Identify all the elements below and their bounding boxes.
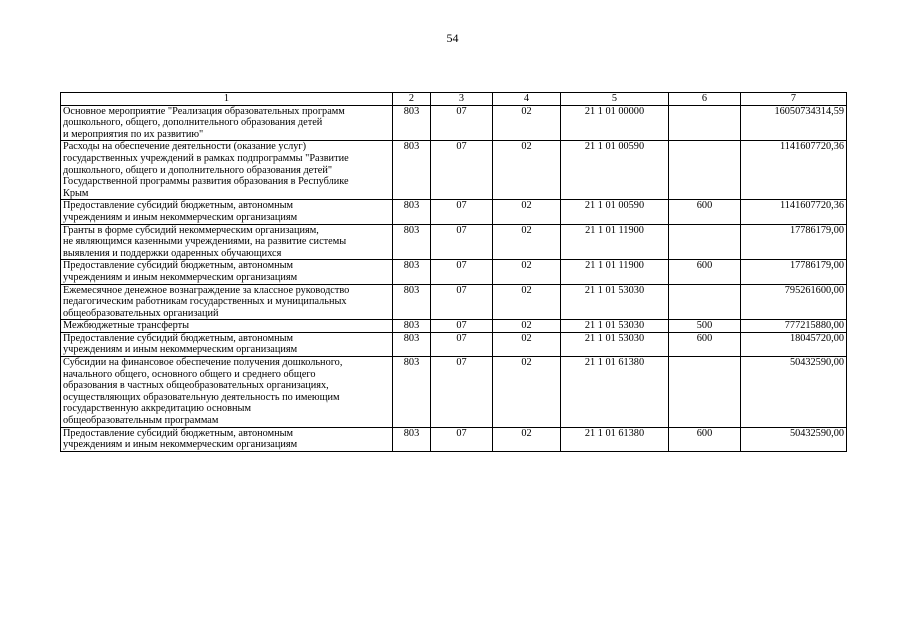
row-amount: 17786179,00 [741, 224, 847, 260]
header-col-3: 3 [431, 93, 493, 106]
row-name [61, 357, 393, 428]
row-expense-type: 600 [669, 260, 741, 284]
row-target-article: 21 1 01 11900 [561, 260, 669, 284]
table-row [61, 200, 847, 224]
row-amount: 18045720,00 [741, 332, 847, 356]
row-amount: 17786179,00 [741, 260, 847, 284]
row-ministry-code: 803 [393, 357, 431, 428]
header-col-7: 7 [741, 93, 847, 106]
row-expense-type: 600 [669, 332, 741, 356]
row-name [61, 105, 393, 141]
header-col-5: 5 [561, 93, 669, 106]
header-col-6: 6 [669, 93, 741, 106]
row-amount: 50432590,00 [741, 357, 847, 428]
row-subsection-code: 02 [493, 284, 561, 320]
row-name-text: Предоставление субсидий бюджетным, автономным учреждениям и иным некоммерческим организациям [63, 260, 298, 283]
table-header-row [61, 93, 847, 106]
row-section-code: 07 [431, 427, 493, 451]
budget-table [60, 92, 847, 452]
row-ministry-code: 803 [393, 284, 431, 320]
row-ministry-code: 803 [393, 105, 431, 141]
row-expense-type: 500 [669, 320, 741, 333]
row-name-text: Гранты в форме субсидий некоммерческим организациям, не являющимся казенными учреждениями, на развитие системы выявления и поддержки одаренных обучающихся [63, 224, 347, 259]
table-row [61, 427, 847, 451]
row-target-article: 21 1 01 00000 [561, 105, 669, 141]
row-ministry-code: 803 [393, 320, 431, 333]
row-name-text: Межбюджетные трансферты [63, 320, 190, 332]
table-row [61, 320, 847, 333]
row-name [61, 200, 393, 224]
row-section-code: 07 [431, 357, 493, 428]
row-target-article: 21 1 01 53030 [561, 332, 669, 356]
row-subsection-code: 02 [493, 357, 561, 428]
row-ministry-code: 803 [393, 427, 431, 451]
table-row [61, 224, 847, 260]
row-ministry-code: 803 [393, 332, 431, 356]
row-subsection-code: 02 [493, 141, 561, 200]
row-expense-type: 600 [669, 200, 741, 224]
row-section-code: 07 [431, 200, 493, 224]
row-name-text: Предоставление субсидий бюджетным, автономным учреждениям и иным некоммерческим организациям [63, 427, 298, 451]
row-amount: 1141607720,36 [741, 141, 847, 200]
row-subsection-code: 02 [493, 332, 561, 356]
row-expense-type [669, 141, 741, 200]
row-amount: 16050734314,59 [741, 105, 847, 141]
row-section-code: 07 [431, 332, 493, 356]
row-target-article: 21 1 01 00590 [561, 200, 669, 224]
row-name-text: Субсидии на финансовое обеспечение получения дошкольного, начального общего, основного общего и среднего общего образования в частных общеобразовательных организациях, осуществляющих образовательную деятельность по имеющим государственную аккредитацию основным общеобразовательным программам [63, 357, 343, 427]
row-target-article: 21 1 01 11900 [561, 224, 669, 260]
row-subsection-code: 02 [493, 427, 561, 451]
row-name [61, 260, 393, 284]
row-expense-type [669, 357, 741, 428]
table-row [61, 105, 847, 141]
row-section-code: 07 [431, 105, 493, 141]
row-expense-type [669, 284, 741, 320]
row-name-text: Расходы на обеспечение деятельности (оказание услуг) государственных учреждений в рамках подпрограммы "Развитие дошкольного, общего и дополнительного образования детей" Государственной программы развития образования в Республике Крым [63, 141, 349, 199]
row-target-article: 21 1 01 53030 [561, 320, 669, 333]
row-subsection-code: 02 [493, 260, 561, 284]
row-subsection-code: 02 [493, 224, 561, 260]
table-row [61, 141, 847, 200]
row-target-article: 21 1 01 53030 [561, 284, 669, 320]
header-col-1: 1 [61, 93, 393, 106]
row-ministry-code: 803 [393, 224, 431, 260]
row-name [61, 141, 393, 200]
table-row [61, 284, 847, 320]
row-name [61, 284, 393, 320]
row-target-article: 21 1 01 61380 [561, 357, 669, 428]
row-subsection-code: 02 [493, 105, 561, 141]
row-name-text: Ежемесячное денежное вознаграждение за классное руководство педагогическим работникам государственных и муниципальных общеобразовательных организаций [63, 284, 350, 319]
table-row [61, 332, 847, 356]
row-ministry-code: 803 [393, 141, 431, 200]
row-name [61, 320, 393, 333]
row-name-text: Предоставление субсидий бюджетным, автономным учреждениям и иным некоммерческим организациям [63, 332, 298, 356]
row-ministry-code: 803 [393, 260, 431, 284]
row-name [61, 224, 393, 260]
row-name [61, 427, 393, 451]
row-name [61, 332, 393, 356]
row-subsection-code: 02 [493, 200, 561, 224]
row-expense-type: 600 [669, 427, 741, 451]
row-section-code: 07 [431, 224, 493, 260]
row-name-text: Основное мероприятие "Реализация образовательных программ дошкольного, общего, дополнительного образования детей и мероприятия по их развитию" [63, 105, 345, 140]
row-name-text: Предоставление субсидий бюджетным, автономным учреждениям и иным некоммерческим организациям [63, 200, 298, 223]
row-section-code: 07 [431, 260, 493, 284]
header-col-4: 4 [493, 93, 561, 106]
table-row [61, 357, 847, 428]
page-number: 54 [446, 31, 459, 45]
header-col-2: 2 [393, 93, 431, 106]
row-expense-type [669, 224, 741, 260]
row-expense-type [669, 105, 741, 141]
row-amount: 795261600,00 [741, 284, 847, 320]
row-section-code: 07 [431, 320, 493, 333]
row-amount: 50432590,00 [741, 427, 847, 451]
row-amount: 777215880,00 [741, 320, 847, 333]
table-row [61, 260, 847, 284]
row-amount: 1141607720,36 [741, 200, 847, 224]
row-section-code: 07 [431, 141, 493, 200]
row-section-code: 07 [431, 284, 493, 320]
row-subsection-code: 02 [493, 320, 561, 333]
row-target-article: 21 1 01 61380 [561, 427, 669, 451]
row-target-article: 21 1 01 00590 [561, 141, 669, 200]
row-ministry-code: 803 [393, 200, 431, 224]
